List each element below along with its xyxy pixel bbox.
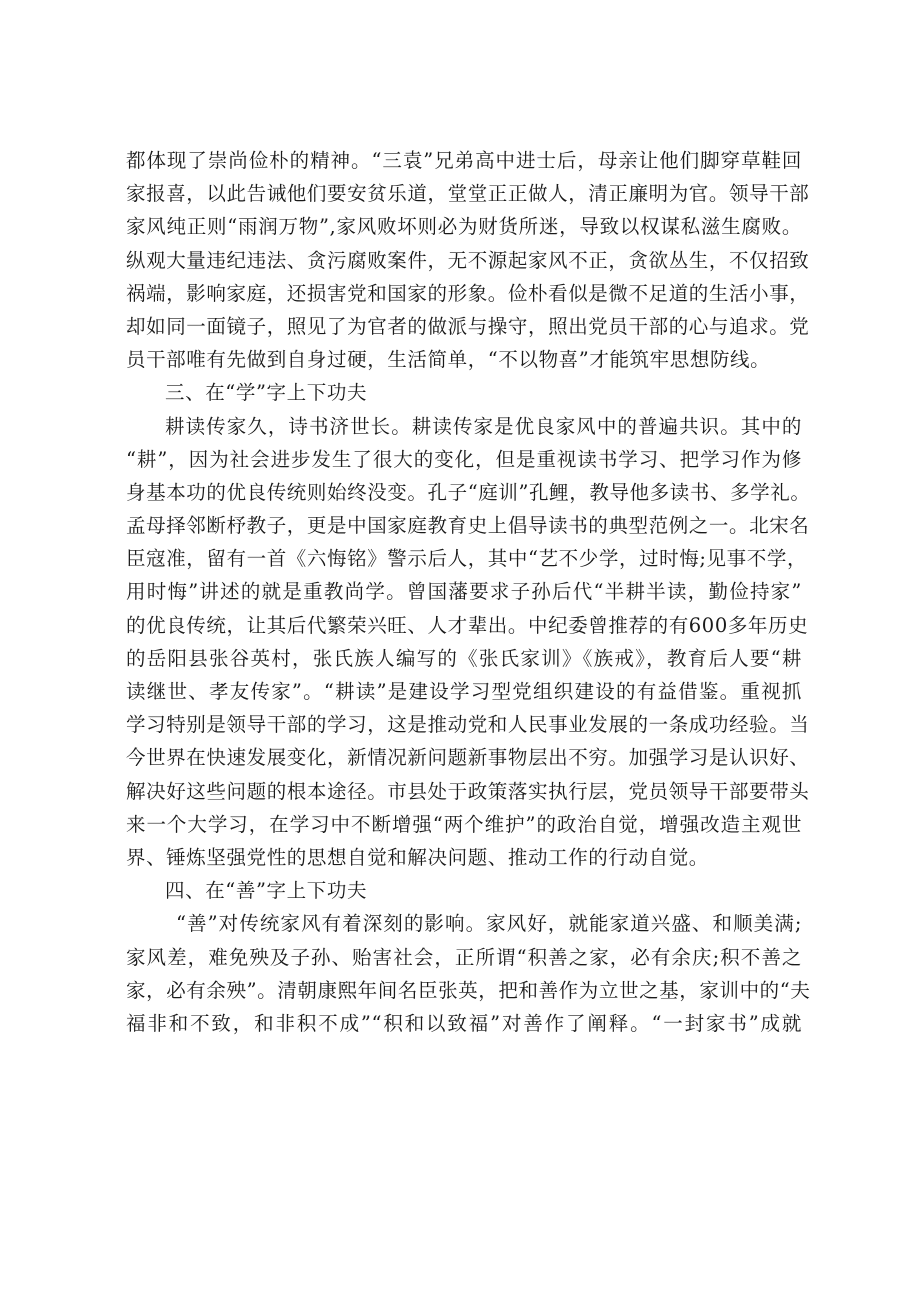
- text-line: 今世界在快速发展变化，新情况新问题新事物层出不穷。加强学习是认识好、: [126, 746, 810, 770]
- text-line: 身基本功的优良传统则始终没变。孔子“庭训”孔鲤，教导他多读书、多学礼。: [126, 480, 811, 504]
- text-line: 孟母择邻断杼教子，更是中国家庭教育史上倡导读书的典型范例之一。北宋名: [126, 514, 810, 538]
- text-line: 臣寇准，留有一首《六悔铭》警示后人，其中“艺不少学，过时悔;见事不学，: [126, 547, 808, 571]
- paragraph-frugality-continued: [126, 144, 810, 376]
- text-line: 解决好这些问题的根本途径。市县处于政策落实执行层，党员领导干部要带头: [126, 779, 810, 803]
- text-line: 的岳阳县张谷英村，张氏族人编写的《张氏家训》《族戒》，教育后人要“耕: [126, 646, 802, 670]
- section-heading-kindness: 四、在“善”字上下功夫: [165, 879, 368, 903]
- section-heading-study: 三、在“学”字上下功夫: [165, 381, 368, 405]
- text-line: 员干部唯有先做到自身过硬，生活简单，“不以物喜”才能筑牢思想防线。: [126, 348, 771, 372]
- text-line: 家风差，难免殃及子孙、贻害社会，正所谓“积善之家，必有余庆;积不善之: [126, 945, 802, 969]
- text-line: 却如同一面镜子，照见了为官者的做派与操守，照出党员干部的心与追求。党: [126, 314, 810, 338]
- paragraph-study: [126, 410, 811, 875]
- text-line: 用时悔”讲述的就是重教尚学。曾国藩要求子孙后代“半耕半读，勤俭持家”: [126, 580, 802, 604]
- text-line: 家，必有余殃”。清朝康熙年间名臣张英，把和善作为立世之基，家训中的“夫: [126, 978, 811, 1002]
- text-line: 的优良传统，让其后代繁荣兴旺、人才辈出。中纪委曾推荐的有600多年历史: [126, 613, 809, 637]
- text-line: “善”对传统家风有着深刻的影响。家风好，就能家道兴盛、和顺美满;: [176, 912, 802, 936]
- text-line: “耕”，因为社会进步发生了很大的变化，但是重视读书学习、把学习作为修: [126, 447, 802, 471]
- text-line: 学习特别是领导干部的学习，这是推动党和人民事业发展的一条成功经验。当: [126, 713, 810, 737]
- text-line: 界、锤炼坚强党性的思想自觉和解决问题、推动工作的行动自觉。: [126, 845, 709, 869]
- paragraph-kindness: [126, 907, 811, 1040]
- text-line: 家报喜，以此告诫他们要安贫乐道，堂堂正正做人，清正廉明为官。领导干部: [126, 182, 810, 206]
- text-line: 家风纯正则“雨润万物”,家风败坏则必为财货所迷，导致以权谋私滋生腐败。: [126, 215, 802, 239]
- text-line: 耕读传家久，诗书济世长。耕读传家是优良家风中的普遍共识。其中的: [165, 414, 802, 438]
- text-line: 读继世、孝友传家”。“耕读”是建设学习型党组织建设的有益借鉴。重视抓: [126, 680, 802, 703]
- text-line: 来一个大学习，在学习中不断增强“两个维护”的政治自觉，增强改造主观世: [126, 812, 802, 836]
- text-line: 纵观大量违纪违法、贪污腐败案件，无不源起家风不正，贪欲丛生，不仅招致: [126, 248, 810, 272]
- text-line: 都体现了崇尚俭朴的精神。“三袁”兄弟高中进士后，母亲让他们脚穿草鞋回: [126, 149, 802, 172]
- document-body: [126, 144, 811, 1040]
- text-line: 福非和不致，和非积不成”“积和以致福”对善作了阐释。“一封家书”成就: [126, 1011, 802, 1035]
- text-line: 祸端，影响家庭，还损害党和国家的形象。俭朴看似是微不足道的生活小事，: [126, 281, 810, 305]
